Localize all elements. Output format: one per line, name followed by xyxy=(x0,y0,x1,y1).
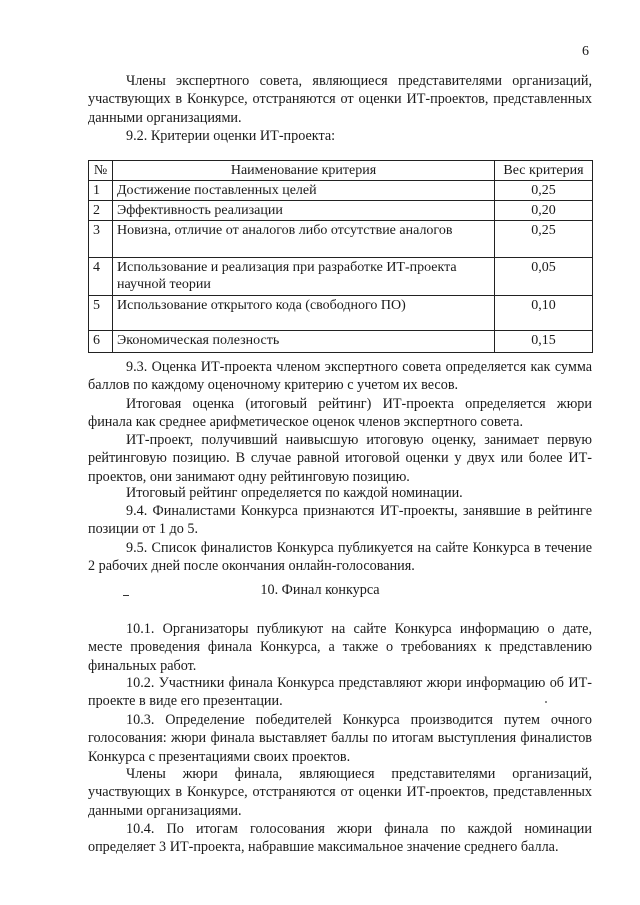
table-row xyxy=(89,296,593,331)
paragraph-top-position: ИТ-проект, получивший наивысшую итоговую оценку, занимает первую рейтинговую позицию. В случае равной итоговой оценки у двух или более ИТ-проектов, они занимают одну рейтинговую позицию. xyxy=(88,432,592,485)
paragraph-10-2: 10.2. Участники финала Конкурса представляют жюри информацию об ИТ-проекте в виде его презентации. xyxy=(88,675,592,710)
header-weight: Вес критерия xyxy=(495,161,593,181)
scan-speck xyxy=(545,701,547,703)
table-row xyxy=(89,221,593,258)
row-weight: 0,10 xyxy=(495,296,593,331)
header-number: № xyxy=(89,161,113,181)
row-criterion: Новизна, отличие от аналогов либо отсутствие аналогов xyxy=(113,221,495,258)
header-criterion-name: Наименование критерия xyxy=(113,161,495,181)
row-weight: 0,05 xyxy=(495,258,593,296)
paragraph-9-5: 9.5. Список финалистов Конкурса публикуется на сайте Конкурса в течение 2 рабочих дней после окончания онлайн-голосования. xyxy=(88,540,592,575)
row-number: 6 xyxy=(89,331,113,353)
table-row xyxy=(89,181,593,201)
paragraph-final-rating: Итоговая оценка (итоговый рейтинг) ИТ-проекта определяется жюри финала как среднее арифметическое оценок членов экспертного совета. xyxy=(88,396,592,431)
row-weight: 0,20 xyxy=(495,201,593,221)
row-weight: 0,25 xyxy=(495,181,593,201)
row-number: 1 xyxy=(89,181,113,201)
row-number: 4 xyxy=(89,258,113,296)
row-weight: 0,25 xyxy=(495,221,593,258)
row-criterion: Использование открытого кода (свободного ПО) xyxy=(113,296,495,331)
row-criterion: Использование и реализация при разработке ИТ-проекта научной теории xyxy=(113,258,495,296)
row-criterion: Экономическая полезность xyxy=(113,331,495,353)
table-row xyxy=(89,258,593,296)
row-weight: 0,15 xyxy=(495,331,593,353)
row-criterion: Достижение поставленных целей xyxy=(113,181,495,201)
page-number: 6 xyxy=(582,44,589,59)
criteria-caption: 9.2. Критерии оценки ИТ-проекта: xyxy=(126,128,336,144)
paragraph-10-3: 10.3. Определение победителей Конкурса производится путем очного голосования: жюри финала выставляет баллы по итогам выступления финалистов Конкурса с презентациями своих проектов. xyxy=(88,712,592,765)
table-row xyxy=(89,201,593,221)
row-number: 2 xyxy=(89,201,113,221)
row-criterion: Эффективность реализации xyxy=(113,201,495,221)
table-header-row xyxy=(89,161,593,181)
criteria-table xyxy=(88,160,593,353)
paragraph-10-4: 10.4. По итогам голосования жюри финала по каждой номинации определяет 3 ИТ-проекта, набравшие максимальное значение среднего балла. xyxy=(88,821,592,856)
table-row xyxy=(89,331,593,353)
intro-paragraph: Члены экспертного совета, являющиеся представителями организаций, участвующих в Конкурсе, отстраняются от оценки ИТ-проектов, представленных данными организациями. xyxy=(88,73,592,126)
paragraph-jury-members: Члены жюри финала, являющиеся представителями организаций, участвующих в Конкурсе, отстраняются от оценки ИТ-проектов, представленных данными организациями. xyxy=(88,766,592,819)
section-heading: 10. Финал конкурса xyxy=(260,582,380,598)
paragraph-10-1: 10.1. Организаторы публикуют на сайте Конкурса информацию о дате, месте проведения финала Конкурса, а также о требованиях к представлению финальных работ. xyxy=(88,621,592,674)
row-number: 3 xyxy=(89,221,113,258)
paragraph-rating-per-nomination: Итоговый рейтинг определяется по каждой номинации. xyxy=(126,485,463,501)
paragraph-9-4: 9.4. Финалистами Конкурса признаются ИТ-проекты, занявшие в рейтинге позиции от 1 до 5. xyxy=(88,503,592,538)
paragraph-9-3: 9.3. Оценка ИТ-проекта членом экспертного совета определяется как сумма баллов по каждому оценочному критерию с учетом их весов. xyxy=(88,359,592,394)
row-number: 5 xyxy=(89,296,113,331)
